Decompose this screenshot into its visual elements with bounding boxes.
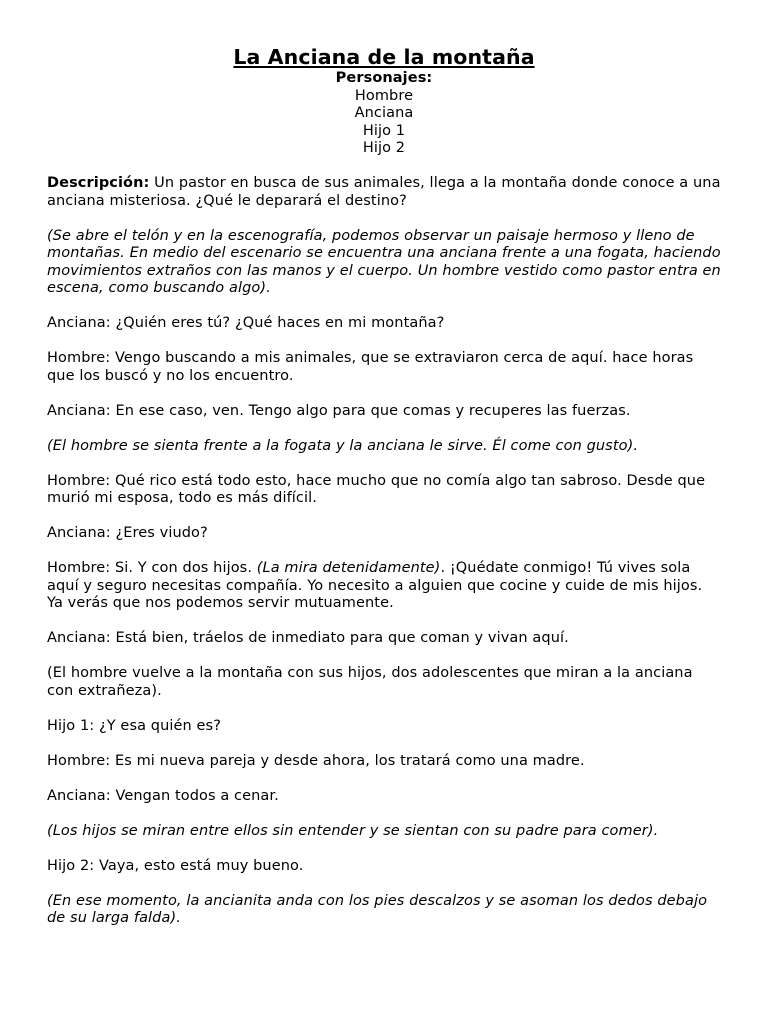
description-paragraph [47,175,721,210]
dialogue-line: Hombre: Qué rico está todo esto, hace mucho que no comía algo tan sabroso. Desde que murió mi esposa, todo es más difícil. [47,472,706,506]
character-item: Hombre [354,87,414,104]
dialogue-line: Hijo 2: Vaya, esto está muy bueno. [47,857,304,874]
document-title: La Anciana de la montaña [233,45,535,69]
dialogue-line: Anciana: Vengan todos a cenar. [47,787,279,804]
character-item: Hijo 2 [362,140,406,156]
stage-direction: (El hombre se sienta frente a la fogata y la anciana le sirve. Él come con gusto). [47,437,639,454]
character-list [47,70,721,158]
character-item: Hijo 1 [362,122,406,139]
dialogue-line: Anciana: ¿Eres viudo? [47,525,208,541]
dialogue-line-mixed [47,560,721,613]
dialogue-text: Hombre: Si. Y con dos hijos. [47,560,257,576]
description-label: Descripción: [47,175,150,191]
dialogue-line: Hombre: Vengo buscando a mis animales, que se extraviaron cerca de aquí. hace horas que los buscó y no los encuentro. [47,350,694,384]
document-page [47,44,721,928]
stage-direction: (Se abre el telón y en la escenografía, podemos observar un paisaje hermoso y lleno de montañas. En medio del escenario se encuentra una anciana frente a una fogata, haciendo movimientos extraños con las manos y el cuerpo. Un hombre vestido como pastor entra en escena, como buscando algo). [47,227,721,296]
inline-stage-direction: (La mira detenidamente) [256,560,441,576]
character-item: Anciana [354,105,414,121]
stage-direction: (Los hijos se miran entre ellos sin entender y se sientan con su padre para comer). [47,822,659,839]
characters-heading: Personajes: [335,70,433,86]
dialogue-line: Hombre: Es mi nueva pareja y desde ahora, los tratará como una madre. [47,752,585,769]
description-text: Un pastor en busca de sus animales, llega a la montaña donde conoce a una anciana misteriosa. ¿Qué le deparará el destino? [47,175,721,209]
narration-line: (El hombre vuelve a la montaña con sus hijos, dos adolescentes que miran a la anciana con extrañeza). [47,665,693,699]
stage-direction: (En ese momento, la ancianita anda con los pies descalzos y se asoman los dedos debajo de su larga falda). [47,892,708,926]
dialogue-line: Anciana: Está bien, tráelos de inmediato para que coman y vivan aquí. [47,630,569,646]
dialogue-line: Hijo 1: ¿Y esa quién es? [47,717,222,734]
dialogue-line: Anciana: ¿Quién eres tú? ¿Qué haces en mi montaña? [47,315,445,331]
dialogue-text: . ¡Quédate conmigo! Tú vives sola aquí y seguro necesitas compañía. Yo necesito a alguien que cocine y cuide de mis hijos. Ya verás que nos podemos servir mutuamente. [47,560,703,611]
dialogue-line: Anciana: En ese caso, ven. Tengo algo para que comas y recuperes las fuerzas. [47,402,631,419]
